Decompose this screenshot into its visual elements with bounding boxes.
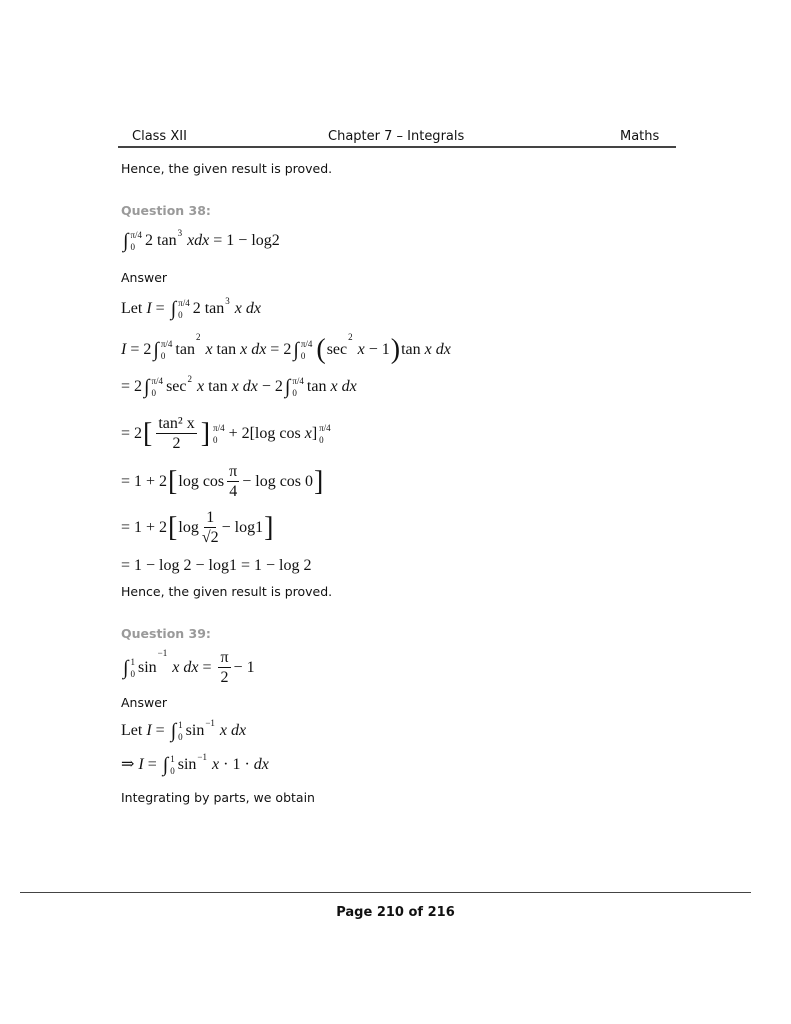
math-text: tan	[306, 378, 331, 395]
integral-sign	[171, 296, 190, 322]
superscript: −1	[205, 718, 215, 728]
bracket: [	[168, 511, 178, 543]
math-text: 2 tan	[192, 300, 225, 317]
upper-limit: π/4	[300, 339, 313, 349]
page-number: Page 210 of 216	[336, 905, 455, 920]
math-text: ⇒	[121, 756, 139, 773]
math-text: I	[121, 341, 127, 358]
equation-line	[121, 508, 274, 547]
math-text: =	[151, 722, 169, 739]
math-text: sin	[177, 756, 197, 773]
math-text: x dx	[330, 378, 357, 395]
conclusion-text: Hence, the given result is proved.	[121, 161, 333, 176]
math-text: x	[304, 424, 312, 442]
question-39-title: Question 39:	[121, 626, 211, 641]
math-text: x	[353, 341, 365, 358]
superscript: 3	[177, 228, 183, 238]
integral-symbol: ∫	[284, 376, 291, 398]
math-text: x	[208, 756, 220, 773]
superscript: −1	[197, 752, 207, 762]
integral-limits	[130, 229, 142, 253]
lower-limit: 0	[130, 242, 135, 252]
upper-limit: 1	[130, 656, 135, 667]
superscript: −1	[157, 648, 168, 658]
integral-sign	[163, 752, 175, 778]
upper-limit: π/4	[160, 339, 173, 349]
fraction	[227, 462, 239, 501]
math-text: x	[201, 341, 213, 358]
math-text: sec	[166, 378, 187, 395]
lower-limit: 0	[292, 388, 297, 398]
math-text: tan	[204, 378, 232, 395]
integral-limits	[161, 338, 173, 362]
math-text: = 2	[266, 341, 292, 358]
math-text: x dx	[215, 722, 247, 739]
math-text: = 1 + 2	[121, 472, 168, 490]
bracket: [	[168, 465, 178, 497]
lower-limit: 0	[178, 732, 183, 742]
header-divider	[118, 146, 676, 148]
math-text: − log cos 0	[242, 472, 314, 490]
math-text: x dx	[240, 341, 267, 358]
math-text: x dx	[168, 658, 199, 676]
integral-sign	[153, 337, 172, 363]
equation-line	[121, 556, 311, 576]
math-text: = 1 − log2	[209, 232, 280, 249]
conclusion-text: Hence, the given result is proved.	[121, 584, 333, 599]
math-text: sin	[185, 722, 205, 739]
bracket: )	[390, 334, 401, 365]
math-text: dx	[253, 756, 269, 773]
integral-sign	[123, 655, 135, 681]
answer-label: Answer	[121, 270, 168, 285]
math-text: · 1 ·	[219, 756, 254, 773]
question-38-statement	[121, 228, 280, 254]
integral-limits	[130, 656, 135, 680]
header-class: Class XII	[132, 129, 187, 144]
integral-limits	[301, 338, 313, 362]
evaluation-limits	[319, 422, 331, 446]
math-text: sec	[326, 341, 348, 358]
denominator: 2	[172, 435, 181, 452]
question-39-statement	[121, 648, 255, 687]
math-text: = 1 − log 2 − log1 = 1 − log 2	[121, 557, 312, 574]
math-text: tan	[212, 341, 241, 358]
equation-line	[121, 296, 261, 322]
math-text: Let	[121, 722, 147, 739]
math-text: − 2	[257, 378, 283, 395]
lower-limit: 0	[178, 310, 183, 320]
bracket: ]	[264, 511, 274, 543]
equation-line	[121, 414, 331, 453]
math-text: = 1 + 2	[121, 518, 168, 536]
bracket: ]	[200, 417, 211, 449]
superscript: 3	[225, 296, 230, 306]
denominator: √2	[201, 529, 219, 546]
header-chapter: Chapter 7 – Integrals	[328, 129, 465, 144]
upper-limit: π/4	[178, 298, 190, 308]
math-text: = 2	[126, 341, 152, 358]
math-text: 2 tan	[145, 232, 177, 249]
lower-limit: 0	[319, 434, 324, 445]
integral-limits	[178, 297, 190, 321]
answer-label: Answer	[121, 695, 168, 710]
math-text: =	[151, 300, 169, 317]
integral-sign	[123, 228, 142, 254]
math-text: − log1	[221, 518, 264, 536]
integral-limits	[292, 375, 304, 399]
numerator: π	[220, 649, 229, 666]
question-38-title: Question 38:	[121, 203, 211, 218]
math-text: x dx	[424, 341, 451, 358]
integral-symbol: ∫	[123, 230, 129, 252]
math-text: =	[143, 756, 161, 773]
math-text: log	[178, 518, 199, 536]
math-text: = 2	[121, 424, 143, 442]
equation-line	[121, 718, 246, 744]
math-text: =	[198, 658, 216, 676]
lower-limit: 0	[130, 668, 135, 679]
denominator: 4	[229, 483, 238, 500]
superscript: 2	[187, 374, 192, 384]
integral-symbol: ∫	[170, 720, 177, 742]
math-text: tan	[175, 341, 195, 358]
math-text: sin	[137, 658, 157, 676]
integral-limits	[178, 719, 183, 743]
superscript: 2	[195, 332, 201, 342]
math-text: I	[138, 756, 144, 773]
integral-limits	[170, 753, 175, 777]
integral-symbol: ∫	[162, 754, 169, 776]
header-subject: Maths	[620, 129, 660, 144]
lower-limit: 0	[151, 388, 157, 398]
bracket: (	[316, 334, 326, 365]
math-text: − 1	[364, 341, 390, 358]
upper-limit: 1	[178, 720, 183, 730]
lower-limit: 0	[170, 766, 175, 776]
integral-symbol: ∫	[153, 339, 159, 361]
math-text: ]	[311, 424, 318, 442]
numerator: 1	[206, 509, 215, 526]
body-text: Integrating by parts, we obtain	[121, 790, 315, 805]
math-text: I	[146, 300, 152, 317]
integral-symbol: ∫	[123, 656, 129, 679]
math-text: + 2[log cos	[224, 424, 305, 442]
equation-line	[121, 752, 269, 778]
bracket: [	[143, 417, 153, 449]
math-text: x dx	[231, 378, 258, 395]
integral-symbol: ∫	[170, 298, 177, 320]
integral-sign	[285, 374, 304, 400]
integral-sign	[144, 374, 163, 400]
equation-line	[121, 332, 451, 368]
integral-sign	[293, 337, 312, 363]
superscript: 2	[348, 332, 353, 342]
upper-limit: 1	[170, 754, 175, 764]
integral-limits	[152, 375, 164, 399]
footer-divider	[20, 892, 751, 893]
evaluation-limits	[213, 422, 225, 446]
math-text: log cos	[178, 472, 225, 490]
denominator: 2	[220, 669, 229, 686]
math-text: = 2	[121, 378, 143, 395]
lower-limit: 0	[213, 434, 218, 445]
math-text: Let	[121, 300, 147, 317]
math-text: x dx	[230, 300, 261, 317]
upper-limit: π/4	[213, 422, 225, 433]
upper-limit: π/4	[292, 376, 304, 386]
math-text: I	[146, 722, 152, 739]
math-text: tan	[401, 341, 425, 358]
bracket: ]	[314, 465, 324, 497]
equation-line	[121, 462, 324, 501]
fraction	[218, 648, 230, 687]
fraction	[202, 508, 219, 547]
upper-limit: π/4	[151, 376, 164, 386]
integral-symbol: ∫	[293, 339, 299, 361]
lower-limit: 0	[300, 351, 306, 361]
numerator: π	[229, 463, 238, 480]
numerator: tan² x	[158, 415, 195, 432]
upper-limit: π/4	[130, 230, 143, 240]
equation-line	[121, 374, 357, 400]
integral-symbol: ∫	[144, 376, 150, 398]
lower-limit: 0	[160, 351, 166, 361]
math-text: xdx	[183, 232, 210, 249]
upper-limit: π/4	[319, 422, 331, 433]
math-text: − 1	[233, 658, 255, 676]
integral-sign	[171, 718, 183, 744]
math-text: x	[193, 378, 205, 395]
fraction	[156, 414, 196, 453]
